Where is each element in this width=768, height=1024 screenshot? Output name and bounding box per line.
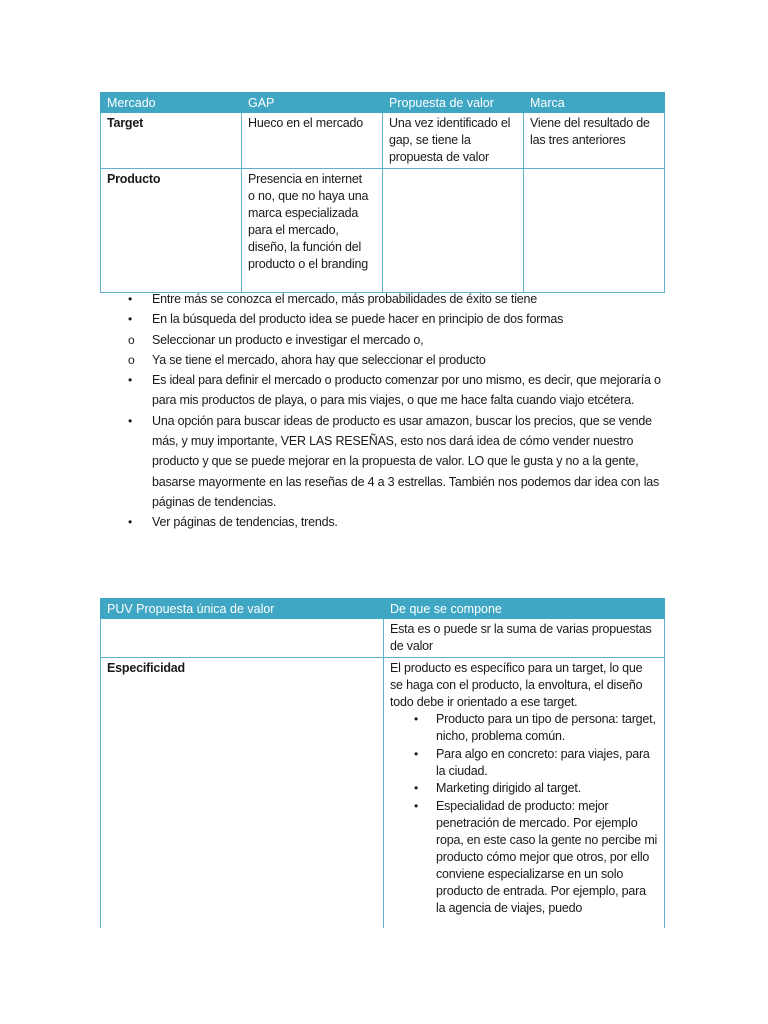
bullet-marker: • [414,746,419,761]
header-gap: GAP [242,93,383,113]
header-puv: PUV Propuesta única de valor [101,599,384,619]
list-item [100,309,664,329]
bullet-marker: • [128,292,133,306]
list-item [100,512,664,532]
list-item-text: Para algo en concreto: para viajes, para la ciudad. [436,746,650,778]
list-item-text: Entre más se conozca el mercado, más probabilidades de éxito se tiene [152,292,538,306]
cell-compone: Esta es o puede sr la suma de varias propuestas de valor [384,619,665,658]
list-item-text: Una opción para buscar ideas de producto es usar amazon, buscar los precios, que se vende más, y muy importante, VER LAS RESEÑAS, esto nos dará idea de cómo vender nuestro producto y que se puede mejorar en la propuesta de valor. LO que le gusta y no a la gente, basarse mayormente en las reseñas de 4 a 3 estrellas. También nos podemos dar idea con las páginas de tendencias. [152,413,660,509]
list-item-text: Ver páginas de tendencias, trends. [152,515,338,530]
bullet-marker: • [414,781,419,795]
header-marca: Marca [524,93,665,113]
cell-propuesta: Una vez identificado el gap, se tiene la propuesta de valor [383,113,524,169]
inner-list [390,711,658,917]
bullet-marker: • [414,798,419,813]
cell-marca [524,169,665,293]
bullet-marker: • [128,515,133,530]
puv-table [100,598,665,928]
list-item-text: Producto para un tipo de persona: target, nicho, problema común. [436,712,656,743]
bullet-marker: • [128,413,133,428]
row-label: Producto [101,169,242,293]
list-item [100,370,664,411]
list-item-text: Es ideal para definir el mercado o producto comenzar por uno mismo, es decir, que mejoraría o para mis productos de playa, o para mis viajes, o que me hace falta cuando viajo etcétera. [152,373,661,408]
bullet-marker: • [128,312,133,327]
market-table-header [101,93,665,113]
table-row [101,169,665,293]
bullet-marker: • [414,712,419,726]
bullet-marker: • [128,373,133,388]
header-mercado: Mercado [101,93,242,113]
bullet-marker: o [128,332,135,347]
bullet-marker: o [128,352,135,367]
cell-gap: Hueco en el mercado [242,113,383,169]
cell-marca: Viene del resultado de las tres anteriores [524,113,665,169]
list-item [390,780,658,797]
list-item [390,798,658,917]
cell-gap: Presencia en internet o no, que no haya una marca especializada para el mercado, diseño, la función del producto o el branding [242,169,383,293]
list-item-text: En la búsqueda del producto idea se puede hacer en principio de dos formas [152,312,564,327]
list-item [100,350,664,370]
cell-propuesta [383,169,524,293]
table-row [101,658,665,928]
header-propuesta: Propuesta de valor [383,93,524,113]
list-item [100,289,664,309]
list-item [390,711,658,745]
list-item-text: Seleccionar un producto e investigar el mercado o, [152,332,424,347]
list-item [100,411,664,512]
table-row [101,619,665,658]
row-label: Especificidad [101,658,384,928]
cell-intro: El producto es específico para un target, lo que se haga con el producto, la envoltura, el diseño todo debe ir orientado a ese target. [390,661,643,709]
list-item [390,746,658,780]
row-label: Target [101,113,242,169]
list-item-text: Marketing dirigido al target. [436,781,581,795]
header-compone: De que se compone [384,599,665,619]
table-row [101,113,665,169]
puv-table-header [101,599,665,619]
row-label [101,619,384,658]
market-table [100,92,665,293]
list-item-text: Especialidad de producto: mejor penetración de mercado. Por ejemplo ropa, en este caso la gente no percibe mi producto cómo mejor que otros, por ello conviene especializarse en un solo producto de entrada. Por ejemplo, para la agencia de viajes, puedo [436,798,658,915]
list-item-text: Ya se tiene el mercado, ahora hay que seleccionar el producto [152,352,486,367]
list-item [100,330,664,350]
notes-list [100,289,664,533]
cell-compone [384,658,665,928]
